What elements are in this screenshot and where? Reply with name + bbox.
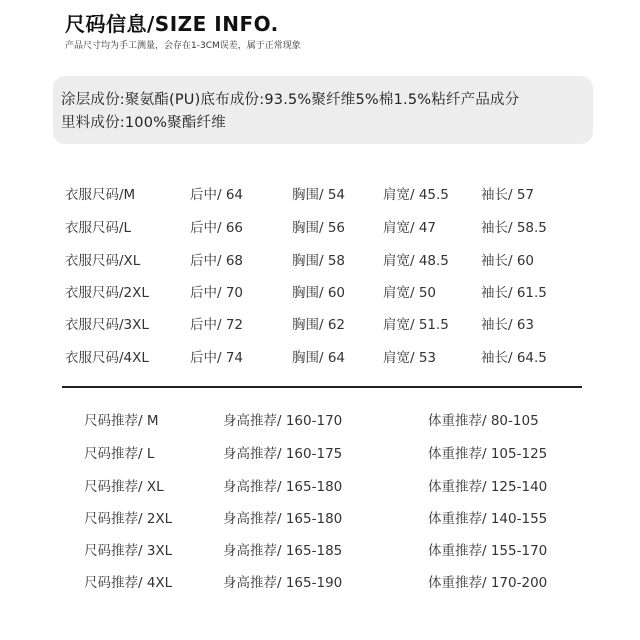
recommended-size: 尺码推荐/ M <box>84 413 159 429</box>
sleeve-length: 袖长/ 58.5 <box>481 220 547 236</box>
recommended-height: 身高推荐/ 165-180 <box>223 511 343 527</box>
shoulder-width: 肩宽/ 47 <box>383 220 437 236</box>
back-length: 后中/ 68 <box>190 253 244 269</box>
table-row <box>0 183 640 207</box>
table-row <box>0 346 640 370</box>
chest-width: 胸围/ 54 <box>292 187 346 203</box>
sleeve-length: 袖长/ 57 <box>481 187 535 203</box>
chest-width: 胸围/ 56 <box>292 220 346 236</box>
recommended-height: 身高推荐/ 165-185 <box>223 543 343 559</box>
size-label: 衣服尺码/3XL <box>65 317 149 333</box>
size-label: 衣服尺码/2XL <box>65 285 149 301</box>
table-row <box>0 281 640 305</box>
recommended-size: 尺码推荐/ 2XL <box>84 511 173 527</box>
chest-width: 胸围/ 62 <box>292 317 346 333</box>
chest-width: 胸围/ 64 <box>292 350 346 366</box>
recommended-size: 尺码推荐/ L <box>84 446 155 462</box>
recommended-weight: 体重推荐/ 105-125 <box>428 446 548 462</box>
chest-width: 胸围/ 58 <box>292 253 346 269</box>
recommended-size: 尺码推荐/ XL <box>84 479 164 495</box>
shoulder-width: 肩宽/ 50 <box>383 285 437 301</box>
sleeve-length: 袖长/ 61.5 <box>481 285 547 301</box>
material-coating-line: 涂层成份:聚氨酯(PU)底布成份:93.5%聚纤维5%棉1.5%粘纤产品成分 <box>61 92 520 108</box>
recommended-weight: 体重推荐/ 80-105 <box>428 413 539 429</box>
back-length: 后中/ 64 <box>190 187 244 203</box>
material-info-box <box>53 76 593 144</box>
measurement-note: 产品尺寸均为手工测量，会存在1-3CM误差，属于正常现象 <box>65 41 301 51</box>
size-label: 衣服尺码/4XL <box>65 350 149 366</box>
recommended-weight: 体重推荐/ 140-155 <box>428 511 548 527</box>
shoulder-width: 肩宽/ 48.5 <box>383 253 449 269</box>
table-row <box>0 507 640 531</box>
shoulder-width: 肩宽/ 51.5 <box>383 317 449 333</box>
size-label: 衣服尺码/XL <box>65 253 141 269</box>
table-row <box>0 475 640 499</box>
back-length: 后中/ 74 <box>190 350 244 366</box>
recommended-height: 身高推荐/ 160-175 <box>223 446 343 462</box>
shoulder-width: 肩宽/ 53 <box>383 350 437 366</box>
table-row <box>0 409 640 433</box>
recommended-weight: 体重推荐/ 155-170 <box>428 543 548 559</box>
shoulder-width: 肩宽/ 45.5 <box>383 187 449 203</box>
table-row <box>0 442 640 466</box>
recommended-size: 尺码推荐/ 4XL <box>84 575 173 591</box>
recommended-height: 身高推荐/ 165-190 <box>223 575 343 591</box>
size-label: 衣服尺码/L <box>65 220 132 236</box>
recommended-weight: 体重推荐/ 125-140 <box>428 479 548 495</box>
sleeve-length: 袖长/ 63 <box>481 317 535 333</box>
chest-width: 胸围/ 60 <box>292 285 346 301</box>
recommended-height: 身高推荐/ 160-170 <box>223 413 343 429</box>
sleeve-length: 袖长/ 64.5 <box>481 350 547 366</box>
recommended-weight: 体重推荐/ 170-200 <box>428 575 548 591</box>
back-length: 后中/ 72 <box>190 317 244 333</box>
size-label: 衣服尺码/M <box>65 187 136 203</box>
table-row <box>0 539 640 563</box>
back-length: 后中/ 70 <box>190 285 244 301</box>
table-row <box>0 249 640 273</box>
page-title: 尺码信息/SIZE INFO. <box>65 12 279 36</box>
recommended-size: 尺码推荐/ 3XL <box>84 543 173 559</box>
back-length: 后中/ 66 <box>190 220 244 236</box>
material-lining-line: 里料成份:100%聚酯纤维 <box>61 115 226 131</box>
recommended-height: 身高推荐/ 165-180 <box>223 479 343 495</box>
sleeve-length: 袖长/ 60 <box>481 253 535 269</box>
section-divider <box>62 386 582 388</box>
table-row <box>0 216 640 240</box>
table-row <box>0 313 640 337</box>
table-row <box>0 571 640 595</box>
